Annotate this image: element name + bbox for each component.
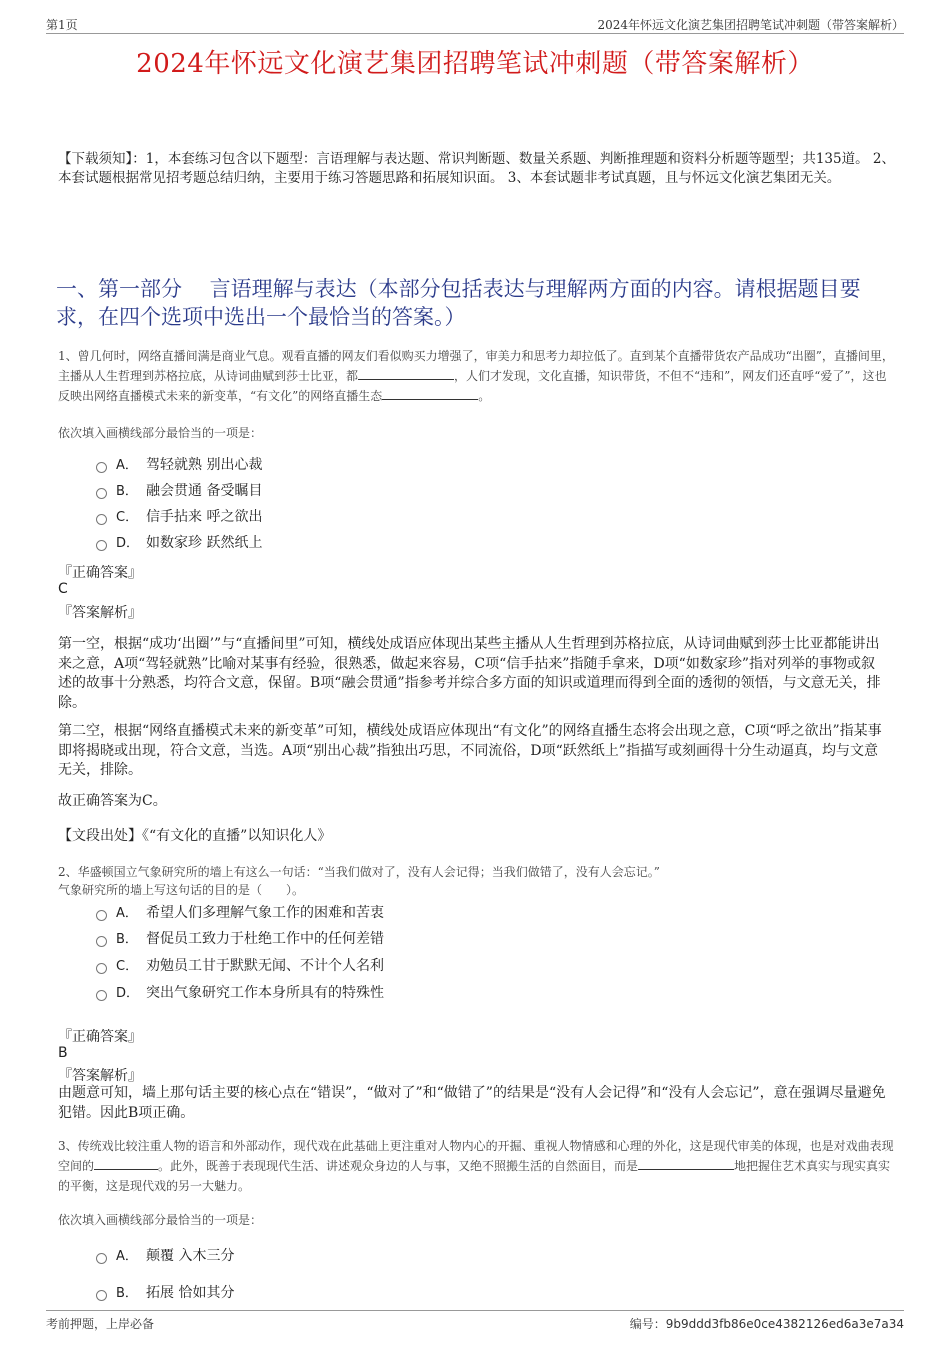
question-1-analysis-3: 故正确答案为C。	[58, 793, 167, 809]
option-text: 拓展 恰如其分	[146, 1285, 235, 1301]
question-1-option-d[interactable]	[96, 532, 262, 554]
footer-code-label: 编号：	[629, 1317, 666, 1331]
radio-icon[interactable]	[96, 936, 107, 947]
header-rule	[46, 33, 904, 34]
question-1-analysis-1: 第一空，根据“成功‘出圈’”与“直播间里”可知，横线处成语应体现出某些主播从人生哲理到苏格拉底，从诗词曲赋到莎士比亚都能讲出来之意，A项“驾轻就熟”比喻对某事有经验，很熟悉，做起来容易，C项“信手拈来”指随手拿来，D项“如数家珍”指对列举的事物或叙述的故事十分熟悉，均符合文意，保留。B项“融会贯通”指参考并综合多方面的知识或道理而得到全面的透彻的领悟，与文意无关，排除。	[58, 636, 881, 711]
option-text: 信手拈来 呼之欲出	[146, 509, 263, 525]
option-text: 突出气象研究工作本身所具有的特殊性	[146, 985, 384, 1001]
question-2-option-c[interactable]	[96, 955, 384, 977]
option-letter: C．	[116, 959, 139, 974]
question-1-answer-label: 『正确答案』	[58, 565, 142, 581]
radio-icon[interactable]	[96, 963, 107, 974]
question-1-hint: 依次填入画横线部分最恰当的一项是：	[58, 426, 263, 440]
option-letter: D．	[116, 536, 140, 551]
radio-icon[interactable]	[96, 462, 107, 473]
option-text: 希望人们多理解气象工作的困难和苦衷	[146, 905, 384, 921]
question-2-option-b[interactable]	[96, 928, 384, 950]
header-doc-title: 2024年怀远文化演艺集团招聘笔试冲刺题（带答案解析）	[597, 18, 904, 32]
blank-line	[358, 368, 454, 380]
option-text: 驾轻就熟 别出心裁	[146, 457, 263, 473]
question-1-text-part-c: 。	[478, 389, 491, 403]
footer-rule	[46, 1310, 904, 1311]
blank-line	[94, 1158, 158, 1170]
blank-line	[382, 388, 478, 400]
option-text: 如数家珍 跃然纸上	[146, 535, 263, 551]
question-3-option-b[interactable]	[96, 1282, 234, 1304]
question-3-text-part-a: 3、传统戏比较注重人物的语言和外部动作，现代戏在此基础上更注重对人物内心的开掘、重视人物情感和心理的外化，这是现代审美的体现，也是对戏曲表现空间的	[58, 1139, 894, 1173]
footer-slogan: 考前押题，上岸必备	[46, 1317, 155, 1331]
question-3-text-part-c: 地把握住艺术真实与现实真实的平衡，这是现代戏的另一大魅力。	[58, 1159, 891, 1193]
question-2-answer: B	[58, 1045, 68, 1061]
option-letter: B．	[116, 932, 138, 947]
question-1-text	[58, 346, 898, 406]
blank-line	[638, 1158, 734, 1170]
question-1-source: 【文段出处】《“有文化的直播”以知识化人》	[58, 828, 332, 844]
option-text: 劝勉员工甘于默默无闻、不计个人名利	[146, 958, 384, 974]
page-number: 第1页	[46, 18, 78, 32]
option-text: 督促员工致力于杜绝工作中的任何差错	[146, 931, 384, 947]
option-letter: D．	[116, 986, 140, 1001]
question-1-text-part-a: 1、曾几何时，网络直播间满是商业气息。观看直播的网友们看似购买力增强了，审美力和思考力却拉低了。直到某个直播带货农产品成功“出圈”，直播间里，主播从人生哲理到苏格拉底，从诗词曲赋到莎士比亚，都	[58, 349, 894, 383]
question-1-analysis-label: 『答案解析』	[58, 605, 142, 621]
question-1-option-a[interactable]	[96, 454, 262, 476]
question-2-text-2: 气象研究所的墙上写这句话的目的是（ ）。	[58, 883, 305, 897]
question-1-analysis-2: 第二空，根据“网络直播模式未来的新变革”可知，横线处成语应体现出“有文化”的网络直播生态将会出现之意，C项“呼之欲出”指某事即将揭晓或出现，符合文意，当选。A项“别出心裁”指独出巧思，不同流俗，D项“跃然纸上”指描写或刻画得十分生动逼真，均与文意无关，排除。	[58, 723, 882, 778]
footer-code-value: 9b9ddd3fb86e0ce4382126ed6a3e7a34	[665, 1317, 904, 1331]
question-2-analysis-label: 『答案解析』	[58, 1068, 142, 1084]
question-2-option-a[interactable]	[96, 902, 384, 924]
page-title: 2024年怀远文化演艺集团招聘笔试冲刺题（带答案解析）	[136, 49, 814, 79]
option-letter: C．	[116, 510, 139, 525]
question-3-option-a[interactable]	[96, 1245, 234, 1267]
option-letter: A．	[116, 906, 138, 921]
question-2-text: 2、华盛顿国立气象研究所的墙上有这么一句话：“当我们做对了，没有人会记得；当我们做错了，没有人会忘记。”	[58, 865, 660, 879]
download-notice: 【下载须知】：1，本套练习包含以下题型：言语理解与表达题、常识判断题、数量关系题、判断推理题和资料分析题等题型；共135道。 2、本套试题根据常见招考题总结归纳，主要用于练习答题思路和拓展知识面。 3、本套试题非考试真题，且与怀远文化演艺集团无关。	[58, 151, 895, 186]
question-1-option-b[interactable]	[96, 480, 262, 502]
radio-icon[interactable]	[96, 910, 107, 921]
option-text: 融会贯通 备受瞩目	[146, 483, 263, 499]
question-2-answer-label: 『正确答案』	[58, 1029, 142, 1045]
option-letter: B．	[116, 484, 138, 499]
option-letter: A．	[116, 1249, 138, 1264]
question-3-text-part-b: 。此外，既善于表现现代生活、讲述观众身边的人与事，又绝不照搬生活的自然面目，而是	[158, 1159, 639, 1173]
radio-icon[interactable]	[96, 514, 107, 525]
section-heading: 一、第一部分 言语理解与表达（本部分包括表达与理解两方面的内容。请根据题目要求，在四个选项中选出一个最恰当的答案。）	[56, 277, 861, 329]
question-1-text-part-b: ，人们才发现，文化直播，知识带货，不但不“违和”，网友们还直呼“爱了”，这也反映出网络直播模式未来的新变革，“有文化”的网络直播生态	[58, 369, 887, 403]
question-3-text	[58, 1136, 898, 1196]
radio-icon[interactable]	[96, 488, 107, 499]
option-letter: B．	[116, 1286, 138, 1301]
radio-icon[interactable]	[96, 990, 107, 1001]
radio-icon[interactable]	[96, 1290, 107, 1301]
question-1-answer: C	[58, 581, 68, 597]
option-letter: A．	[116, 458, 138, 473]
question-3-hint: 依次填入画横线部分最恰当的一项是：	[58, 1213, 263, 1227]
radio-icon[interactable]	[96, 540, 107, 551]
option-text: 颠覆 入木三分	[146, 1248, 235, 1264]
footer-code	[630, 1315, 904, 1332]
question-1-option-c[interactable]	[96, 506, 262, 528]
question-2-option-d[interactable]	[96, 982, 384, 1004]
radio-icon[interactable]	[96, 1253, 107, 1264]
question-2-analysis: 由题意可知，墙上那句话主要的核心点在“错误”，“做对了”和“做错了”的结果是“没有人会记得”和“没有人会忘记”，意在强调尽量避免犯错。因此B项正确。	[58, 1085, 886, 1121]
